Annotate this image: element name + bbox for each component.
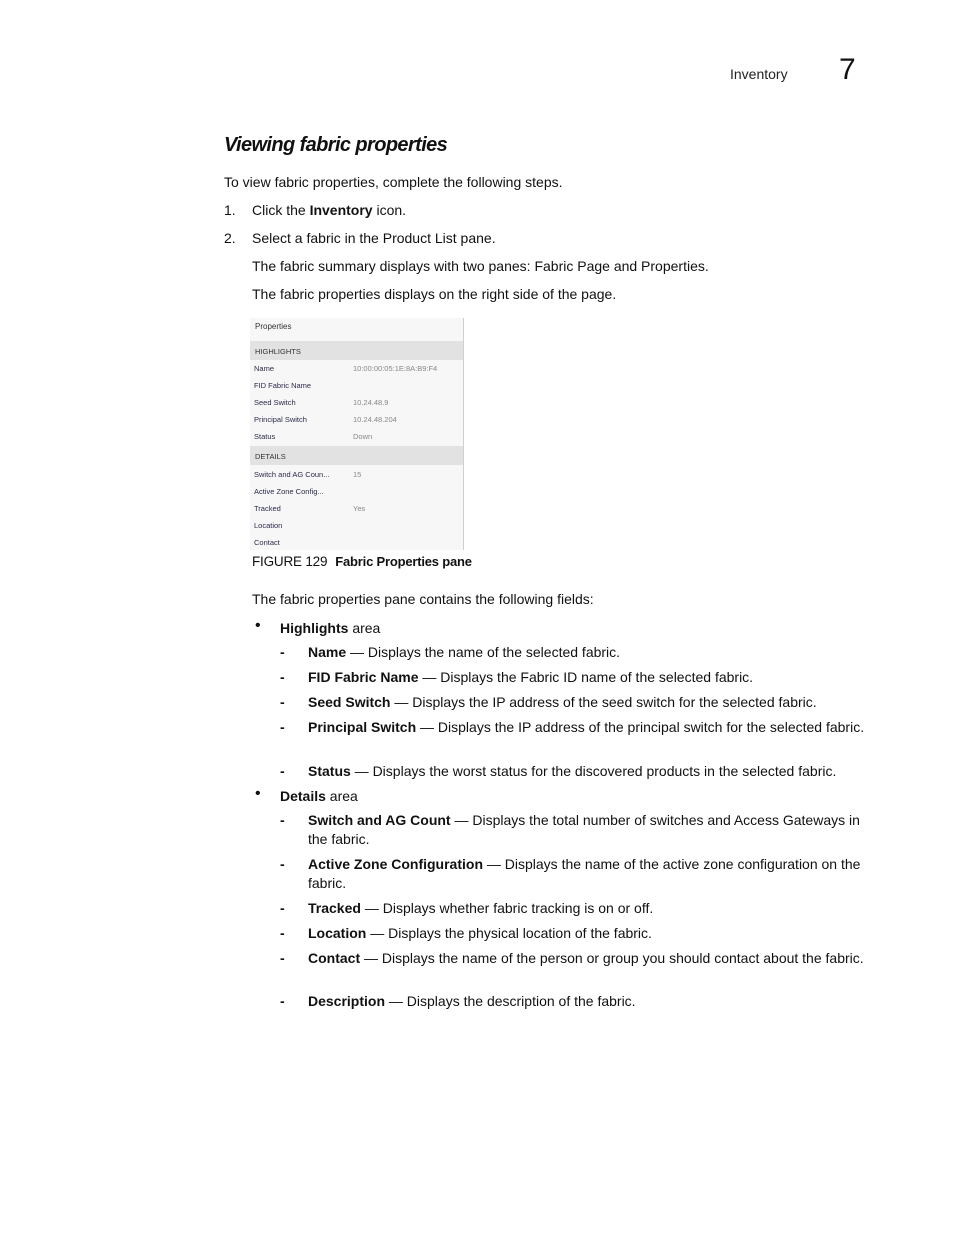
field-description: — Displays the name of the person or group you should contact about the fabric. xyxy=(360,950,864,966)
dash-marker: - xyxy=(280,812,285,828)
properties-pane-figure xyxy=(250,318,464,550)
step-1-bold: Inventory xyxy=(309,202,373,218)
field-term: Switch and AG Count xyxy=(308,812,451,828)
property-key: Principal Switch xyxy=(254,415,307,424)
property-row xyxy=(250,360,464,377)
dash-marker: - xyxy=(280,925,285,941)
step-1-text: Click the xyxy=(252,202,310,218)
dash-marker: - xyxy=(280,719,285,735)
property-key: Contact xyxy=(254,538,280,547)
field-term: Principal Switch xyxy=(308,719,417,735)
dash-marker: - xyxy=(280,900,285,916)
fields-intro: The fabric properties pane contains the following fields: xyxy=(252,591,594,607)
list-item xyxy=(308,992,874,1011)
field-term: Description xyxy=(308,993,386,1009)
field-description: — Displays the name of the selected fabric. xyxy=(346,644,621,660)
property-row xyxy=(250,483,464,500)
dash-marker: - xyxy=(280,950,285,966)
dash-marker: - xyxy=(280,993,285,1009)
chapter-number: 7 xyxy=(839,53,856,86)
highlights-heading: HIGHLIGHTS xyxy=(255,347,301,356)
note-paragraph: The fabric summary displays with two panes: Fabric Page and Properties. xyxy=(252,258,709,274)
property-key: Tracked xyxy=(254,504,281,513)
field-description: — Displays the total number of switches and Access Gateways in the fabric. xyxy=(308,812,860,847)
bullet-icon: • xyxy=(255,617,261,634)
details-area-heading xyxy=(280,788,358,804)
property-value: 10.24.48.204 xyxy=(353,415,397,424)
property-key: Name xyxy=(254,364,275,373)
section-title: Viewing fabric properties xyxy=(224,134,448,156)
step-1-text-end: icon. xyxy=(372,202,407,218)
property-key: Seed Switch xyxy=(254,398,296,407)
list-item xyxy=(308,762,874,781)
list-item xyxy=(308,811,874,849)
property-value: Down xyxy=(353,432,373,441)
step-number: 2. xyxy=(224,230,236,246)
details-area-bold: Details xyxy=(280,788,326,804)
property-row xyxy=(250,500,464,517)
figure-caption xyxy=(252,554,472,569)
property-row xyxy=(250,394,464,411)
figure-label: FIGURE 129 xyxy=(252,554,328,569)
field-description: — Displays the IP address of the seed switch for the selected fabric. xyxy=(390,694,817,710)
step-2: Select a fabric in the Product List pane. xyxy=(252,230,496,246)
details-heading: DETAILS xyxy=(255,452,286,461)
property-row xyxy=(250,377,464,394)
details-band xyxy=(250,446,464,465)
dash-marker: - xyxy=(280,694,285,710)
property-key: FID Fabric Name xyxy=(254,381,312,390)
list-item xyxy=(308,668,874,687)
list-item xyxy=(308,855,874,893)
list-item xyxy=(308,924,874,943)
field-term: Active Zone Configuration xyxy=(308,856,483,872)
dash-marker: - xyxy=(280,856,285,872)
property-key: Location xyxy=(254,521,283,530)
dash-marker: - xyxy=(280,763,285,779)
details-area-text: area xyxy=(325,788,358,804)
figure-caption-text: Fabric Properties pane xyxy=(335,554,472,569)
field-term: Seed Switch xyxy=(308,694,391,710)
field-description: — Displays the worst status for the discovered products in the selected fabric. xyxy=(350,763,837,779)
property-key: Switch and AG Coun... xyxy=(254,470,330,479)
step-number: 1. xyxy=(224,202,236,218)
field-description: — Displays whether fabric tracking is on or off. xyxy=(360,900,654,916)
property-value: 10.24.48.9 xyxy=(353,398,389,407)
field-term: FID Fabric Name xyxy=(308,669,419,685)
field-description: — Displays the Fabric ID name of the selected fabric. xyxy=(418,669,754,685)
property-row xyxy=(250,466,464,483)
list-item xyxy=(308,718,874,737)
running-header-section: Inventory xyxy=(730,66,788,82)
list-item xyxy=(308,949,874,968)
pane-title: Properties xyxy=(255,322,292,331)
highlights-area-heading xyxy=(280,620,380,636)
dash-marker: - xyxy=(280,669,285,685)
dash-marker: - xyxy=(280,644,285,660)
step-1 xyxy=(252,202,406,218)
property-value: 10:00:00:05:1E:8A:B9:F4 xyxy=(353,364,438,373)
highlights-band xyxy=(250,341,464,360)
bullet-icon: • xyxy=(255,785,261,802)
property-value: Yes xyxy=(353,504,366,513)
property-key: Active Zone Config... xyxy=(254,487,324,496)
field-description: — Displays the name of the active zone configuration on the fabric. xyxy=(308,856,861,891)
list-item xyxy=(308,643,874,662)
property-key: Status xyxy=(254,432,276,441)
highlights-area-bold: Highlights xyxy=(280,620,349,636)
property-row xyxy=(250,517,464,534)
pane-border xyxy=(463,318,464,550)
field-term: Tracked xyxy=(308,900,361,916)
field-term: Location xyxy=(308,925,367,941)
note-paragraph: The fabric properties displays on the right side of the page. xyxy=(252,286,617,302)
intro-paragraph: To view fabric properties, complete the following steps. xyxy=(224,174,563,190)
property-row xyxy=(250,411,464,428)
field-description: — Displays the physical location of the fabric. xyxy=(366,925,652,941)
field-term: Contact xyxy=(308,950,361,966)
field-description: — Displays the IP address of the principal switch for the selected fabric. xyxy=(416,719,865,735)
highlights-area-text: area xyxy=(348,620,381,636)
list-item xyxy=(308,693,874,712)
property-value: 15 xyxy=(353,470,362,479)
property-row xyxy=(250,534,464,551)
list-item xyxy=(308,899,874,918)
field-term: Name xyxy=(308,644,347,660)
field-description: — Displays the description of the fabric. xyxy=(385,993,636,1009)
property-row xyxy=(250,428,464,445)
field-term: Status xyxy=(308,763,351,779)
